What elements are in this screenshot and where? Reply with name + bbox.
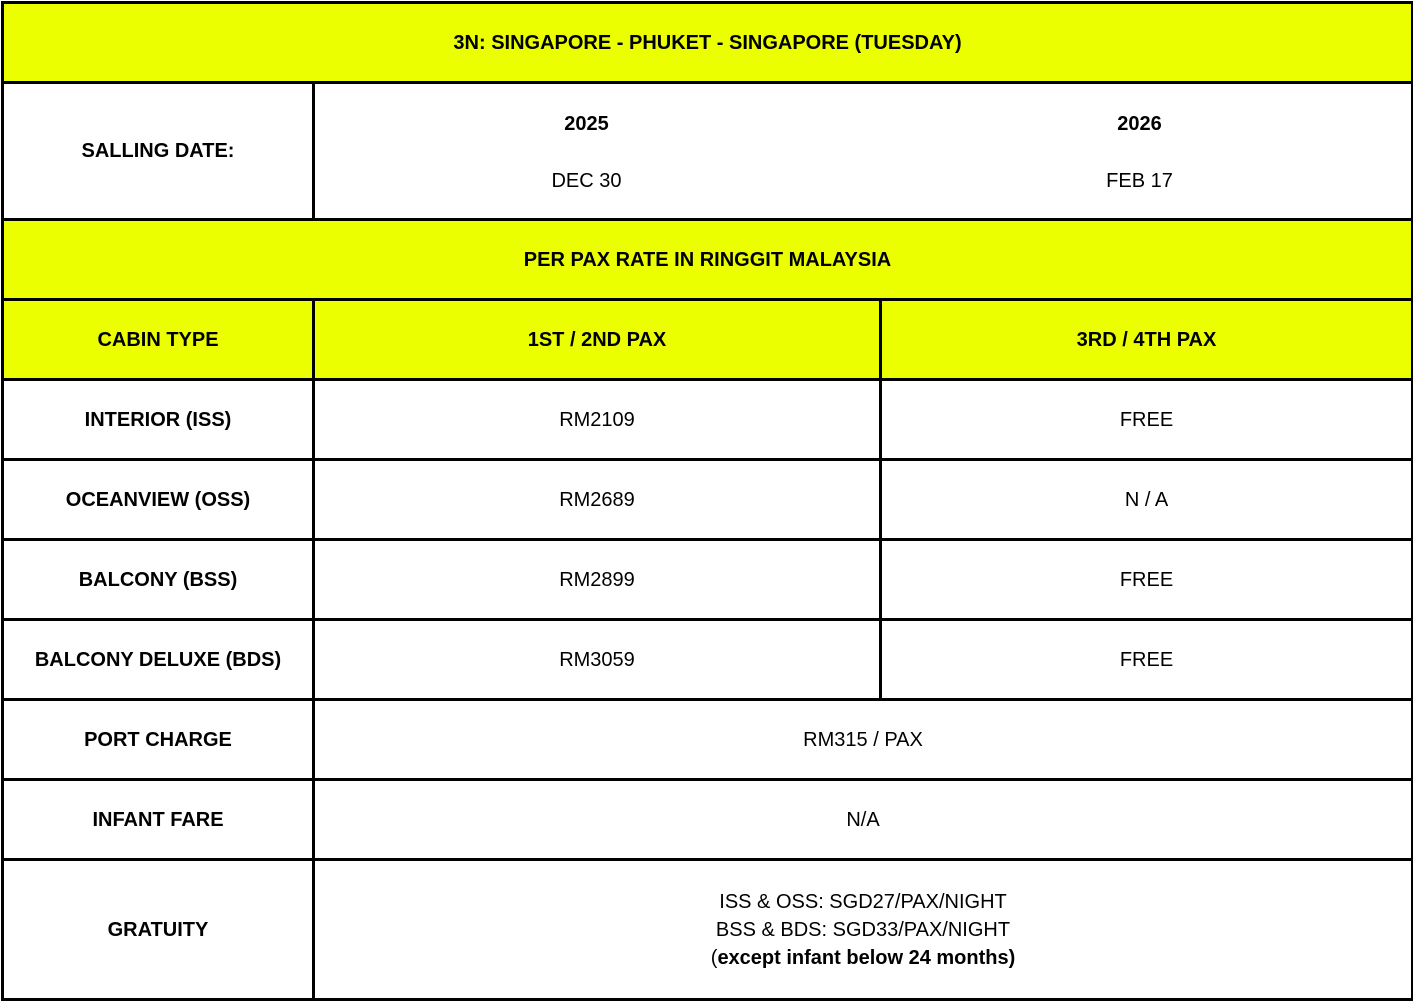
gratuity-line-iss-oss: ISS & OSS: SGD27/PAX/NIGHT — [719, 890, 1007, 913]
rate-pax-3-4: FREE — [881, 620, 1413, 700]
gratuity-line-bss-bds: BSS & BDS: SGD33/PAX/NIGHT — [715, 918, 1011, 941]
sailing-dates-cell — [314, 83, 1413, 220]
rate-pax-3-4: FREE — [881, 380, 1413, 460]
rate-pax-3-4: FREE — [881, 540, 1413, 620]
sailing-year-2025 — [315, 112, 868, 193]
column-header-cabin-type: CABIN TYPE — [3, 300, 314, 380]
table-row — [3, 460, 1413, 540]
gratuity-note-paren: ( — [710, 946, 718, 969]
sailing-year-2026 — [868, 112, 1411, 193]
infant-fare-label: INFANT FARE — [3, 780, 314, 860]
column-header-pax-3-4: 3RD / 4TH PAX — [881, 300, 1413, 380]
column-header-pax-1-2: 1ST / 2ND PAX — [314, 300, 881, 380]
port-charge-value: RM315 / PAX — [314, 700, 1413, 780]
rate-pax-1-2: RM2109 — [314, 380, 881, 460]
rate-pax-1-2: RM2689 — [314, 460, 881, 540]
sailing-date-label: SALLING DATE: — [3, 83, 314, 220]
year-label: 2025 — [564, 112, 609, 135]
cruise-rate-table — [1, 1, 1413, 1001]
itinerary-title: 3N: SINGAPORE - PHUKET - SINGAPORE (TUESDAY) — [3, 3, 1413, 83]
table-row — [3, 540, 1413, 620]
gratuity-details — [314, 860, 1413, 1000]
table-row — [3, 380, 1413, 460]
gratuity-label: GRATUITY — [3, 860, 314, 1000]
port-charge-label: PORT CHARGE — [3, 700, 314, 780]
rate-heading: PER PAX RATE IN RINGGIT MALAYSIA — [3, 220, 1413, 300]
rate-pax-1-2: RM2899 — [314, 540, 881, 620]
cabin-type: BALCONY DELUXE (BDS) — [3, 620, 314, 700]
cabin-type: BALCONY (BSS) — [3, 540, 314, 620]
infant-fare-value: N/A — [314, 780, 1413, 860]
cabin-type: OCEANVIEW (OSS) — [3, 460, 314, 540]
rate-pax-1-2: RM3059 — [314, 620, 881, 700]
gratuity-note-text: except infant below 24 months) — [717, 946, 1016, 969]
gratuity-note — [315, 944, 1411, 972]
rate-pax-3-4: N / A — [881, 460, 1413, 540]
sailing-date: FEB 17 — [1106, 169, 1173, 192]
table-row — [3, 620, 1413, 700]
year-label: 2026 — [1117, 112, 1162, 135]
sailing-date: DEC 30 — [551, 169, 622, 192]
cabin-type: INTERIOR (ISS) — [3, 380, 314, 460]
